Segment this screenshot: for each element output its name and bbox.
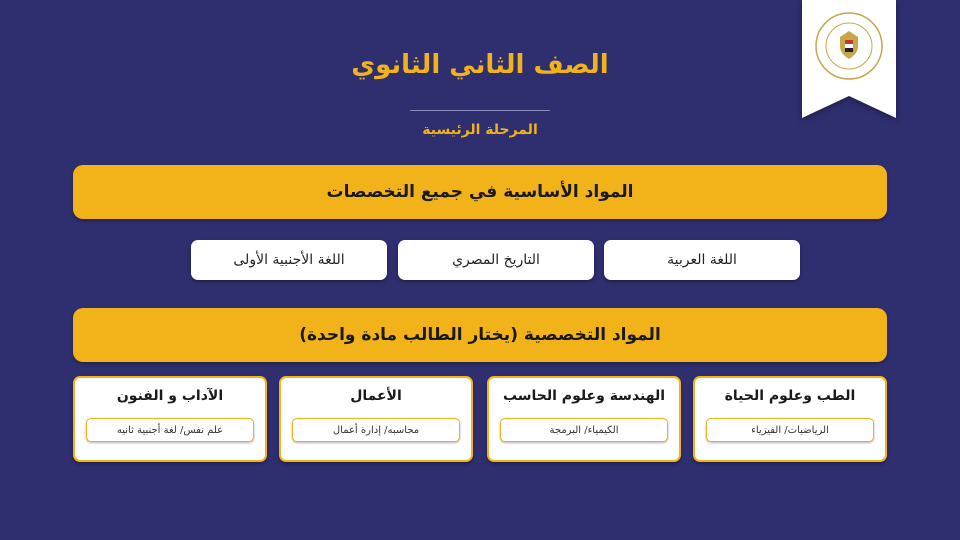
track-subjects: الرياضيات/ الفيزياء (706, 418, 874, 442)
track-subjects: الكيمياء/ البرمجة (500, 418, 668, 442)
core-subject-egyptian-history: التاريخ المصري (398, 240, 594, 280)
page-title: الصف الثاني الثانوي (351, 50, 609, 80)
track-card-arts[interactable] (73, 376, 267, 462)
track-subjects: علم نفس/ لغة أجنبية ثانيه (86, 418, 254, 442)
ministry-logo-icon (802, 0, 896, 118)
track-title: الطب وعلوم الحياة (724, 388, 856, 404)
track-title: الهندسة وعلوم الحاسب (502, 388, 666, 404)
core-subjects-heading: المواد الأساسية في جميع التخصصات (73, 165, 887, 219)
page-subtitle: المرحلة الرئيسية (422, 122, 538, 138)
track-title: الأعمال (350, 388, 402, 404)
title-divider (410, 110, 550, 111)
track-subjects: محاسبه/ إدارة أعمال (292, 418, 460, 442)
core-subject-first-foreign-language: اللغة الأجنبية الأولى (191, 240, 387, 280)
track-card-medicine[interactable] (693, 376, 887, 462)
core-subject-arabic: اللغة العربية (604, 240, 800, 280)
track-title: الآداب و الفنون (116, 388, 224, 404)
track-card-business[interactable] (279, 376, 473, 462)
track-card-engineering[interactable] (487, 376, 681, 462)
specialized-subjects-heading: المواد التخصصية (يختار الطالب مادة واحدة) (73, 308, 887, 362)
